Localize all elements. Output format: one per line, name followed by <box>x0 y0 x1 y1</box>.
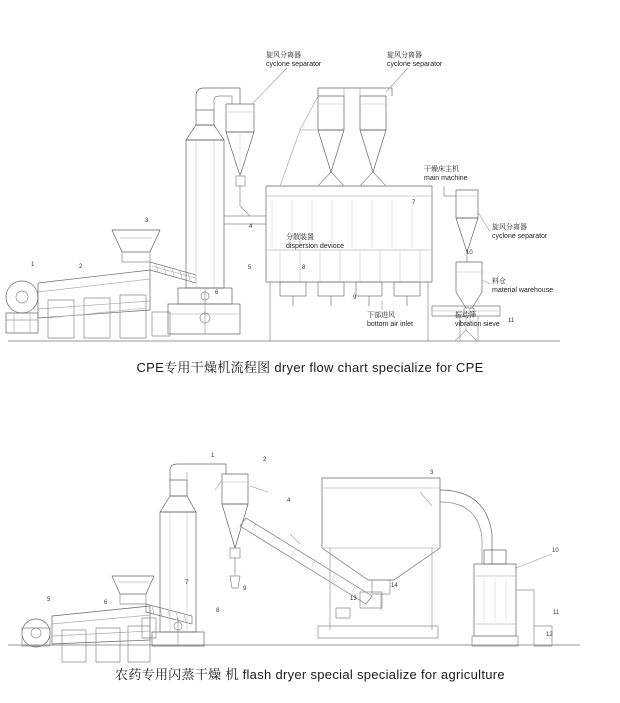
label-cn: 下部进风 <box>367 312 395 319</box>
label-cn: 振动筛 <box>455 312 476 319</box>
callout-number: 4 <box>249 224 253 230</box>
label-cn: 旋风分离器 <box>387 52 422 59</box>
figure-2-caption: 农药专用闪蒸干燥 机 flash dryer special specialize for agriculture <box>115 667 505 682</box>
callout-number: 5 <box>248 265 252 271</box>
label-main-machine <box>424 166 468 183</box>
label-en: cyclone separator <box>387 60 443 68</box>
figure-flash-dryer-agriculture <box>0 430 620 700</box>
label-cyclone-separator-right <box>492 224 547 241</box>
callout-number: 7 <box>185 580 189 586</box>
label-en: bottom air inlet <box>367 320 413 328</box>
label-cn: 干燥床主机 <box>424 166 459 173</box>
callout-number: 14 <box>391 583 398 589</box>
callout-number: 1 <box>31 262 35 268</box>
callout-number: 12 <box>546 632 553 638</box>
flash-dryer-diagram <box>0 430 620 700</box>
label-material-warehouse <box>492 278 553 295</box>
callout-number: 2 <box>263 457 267 463</box>
callout-number: 4 <box>287 498 291 504</box>
label-en: vibration sieve <box>455 320 500 328</box>
callout-number: 9 <box>353 295 357 301</box>
callout-number: 6 <box>104 600 108 606</box>
callout-number: 1 <box>211 453 215 459</box>
callout-number: 3 <box>430 470 434 476</box>
label-en: cyclone separator <box>266 60 322 68</box>
label-cyclone-separator-left <box>266 52 321 69</box>
callout-number: 10 <box>466 250 473 256</box>
callout-number: 10 <box>552 548 559 554</box>
callout-number: 7 <box>412 200 416 206</box>
figure-1-caption: CPE专用干燥机流程图 dryer flow chart specialize for CPE <box>136 360 484 375</box>
callout-number: 11 <box>508 318 515 324</box>
label-en: cyclone separator <box>492 232 548 240</box>
callout-number: 13 <box>350 596 357 602</box>
callout-number: 2 <box>79 264 83 270</box>
label-cn: 料仓 <box>492 278 506 285</box>
label-bottom-air-inlet <box>367 312 413 329</box>
label-vibration-sieve <box>455 312 500 329</box>
label-en: main machine <box>424 174 468 182</box>
label-cn: 旋风分离器 <box>492 224 527 231</box>
callout-number: 8 <box>302 265 306 271</box>
label-en: dispersion devioce <box>286 242 344 250</box>
label-en: material warehouse <box>492 286 554 294</box>
callout-number: 8 <box>216 608 220 614</box>
callout-number: 9 <box>243 586 247 592</box>
callout-number: 11 <box>553 610 560 616</box>
label-cn: 旋风分离器 <box>266 52 301 59</box>
label-cn: 分散装置 <box>286 234 314 241</box>
callout-number: 5 <box>47 597 51 603</box>
callout-number: 6 <box>215 290 219 296</box>
callout-number: 3 <box>145 218 149 224</box>
label-dispersion-device <box>286 234 344 251</box>
label-cyclone-separator-top <box>387 52 442 69</box>
